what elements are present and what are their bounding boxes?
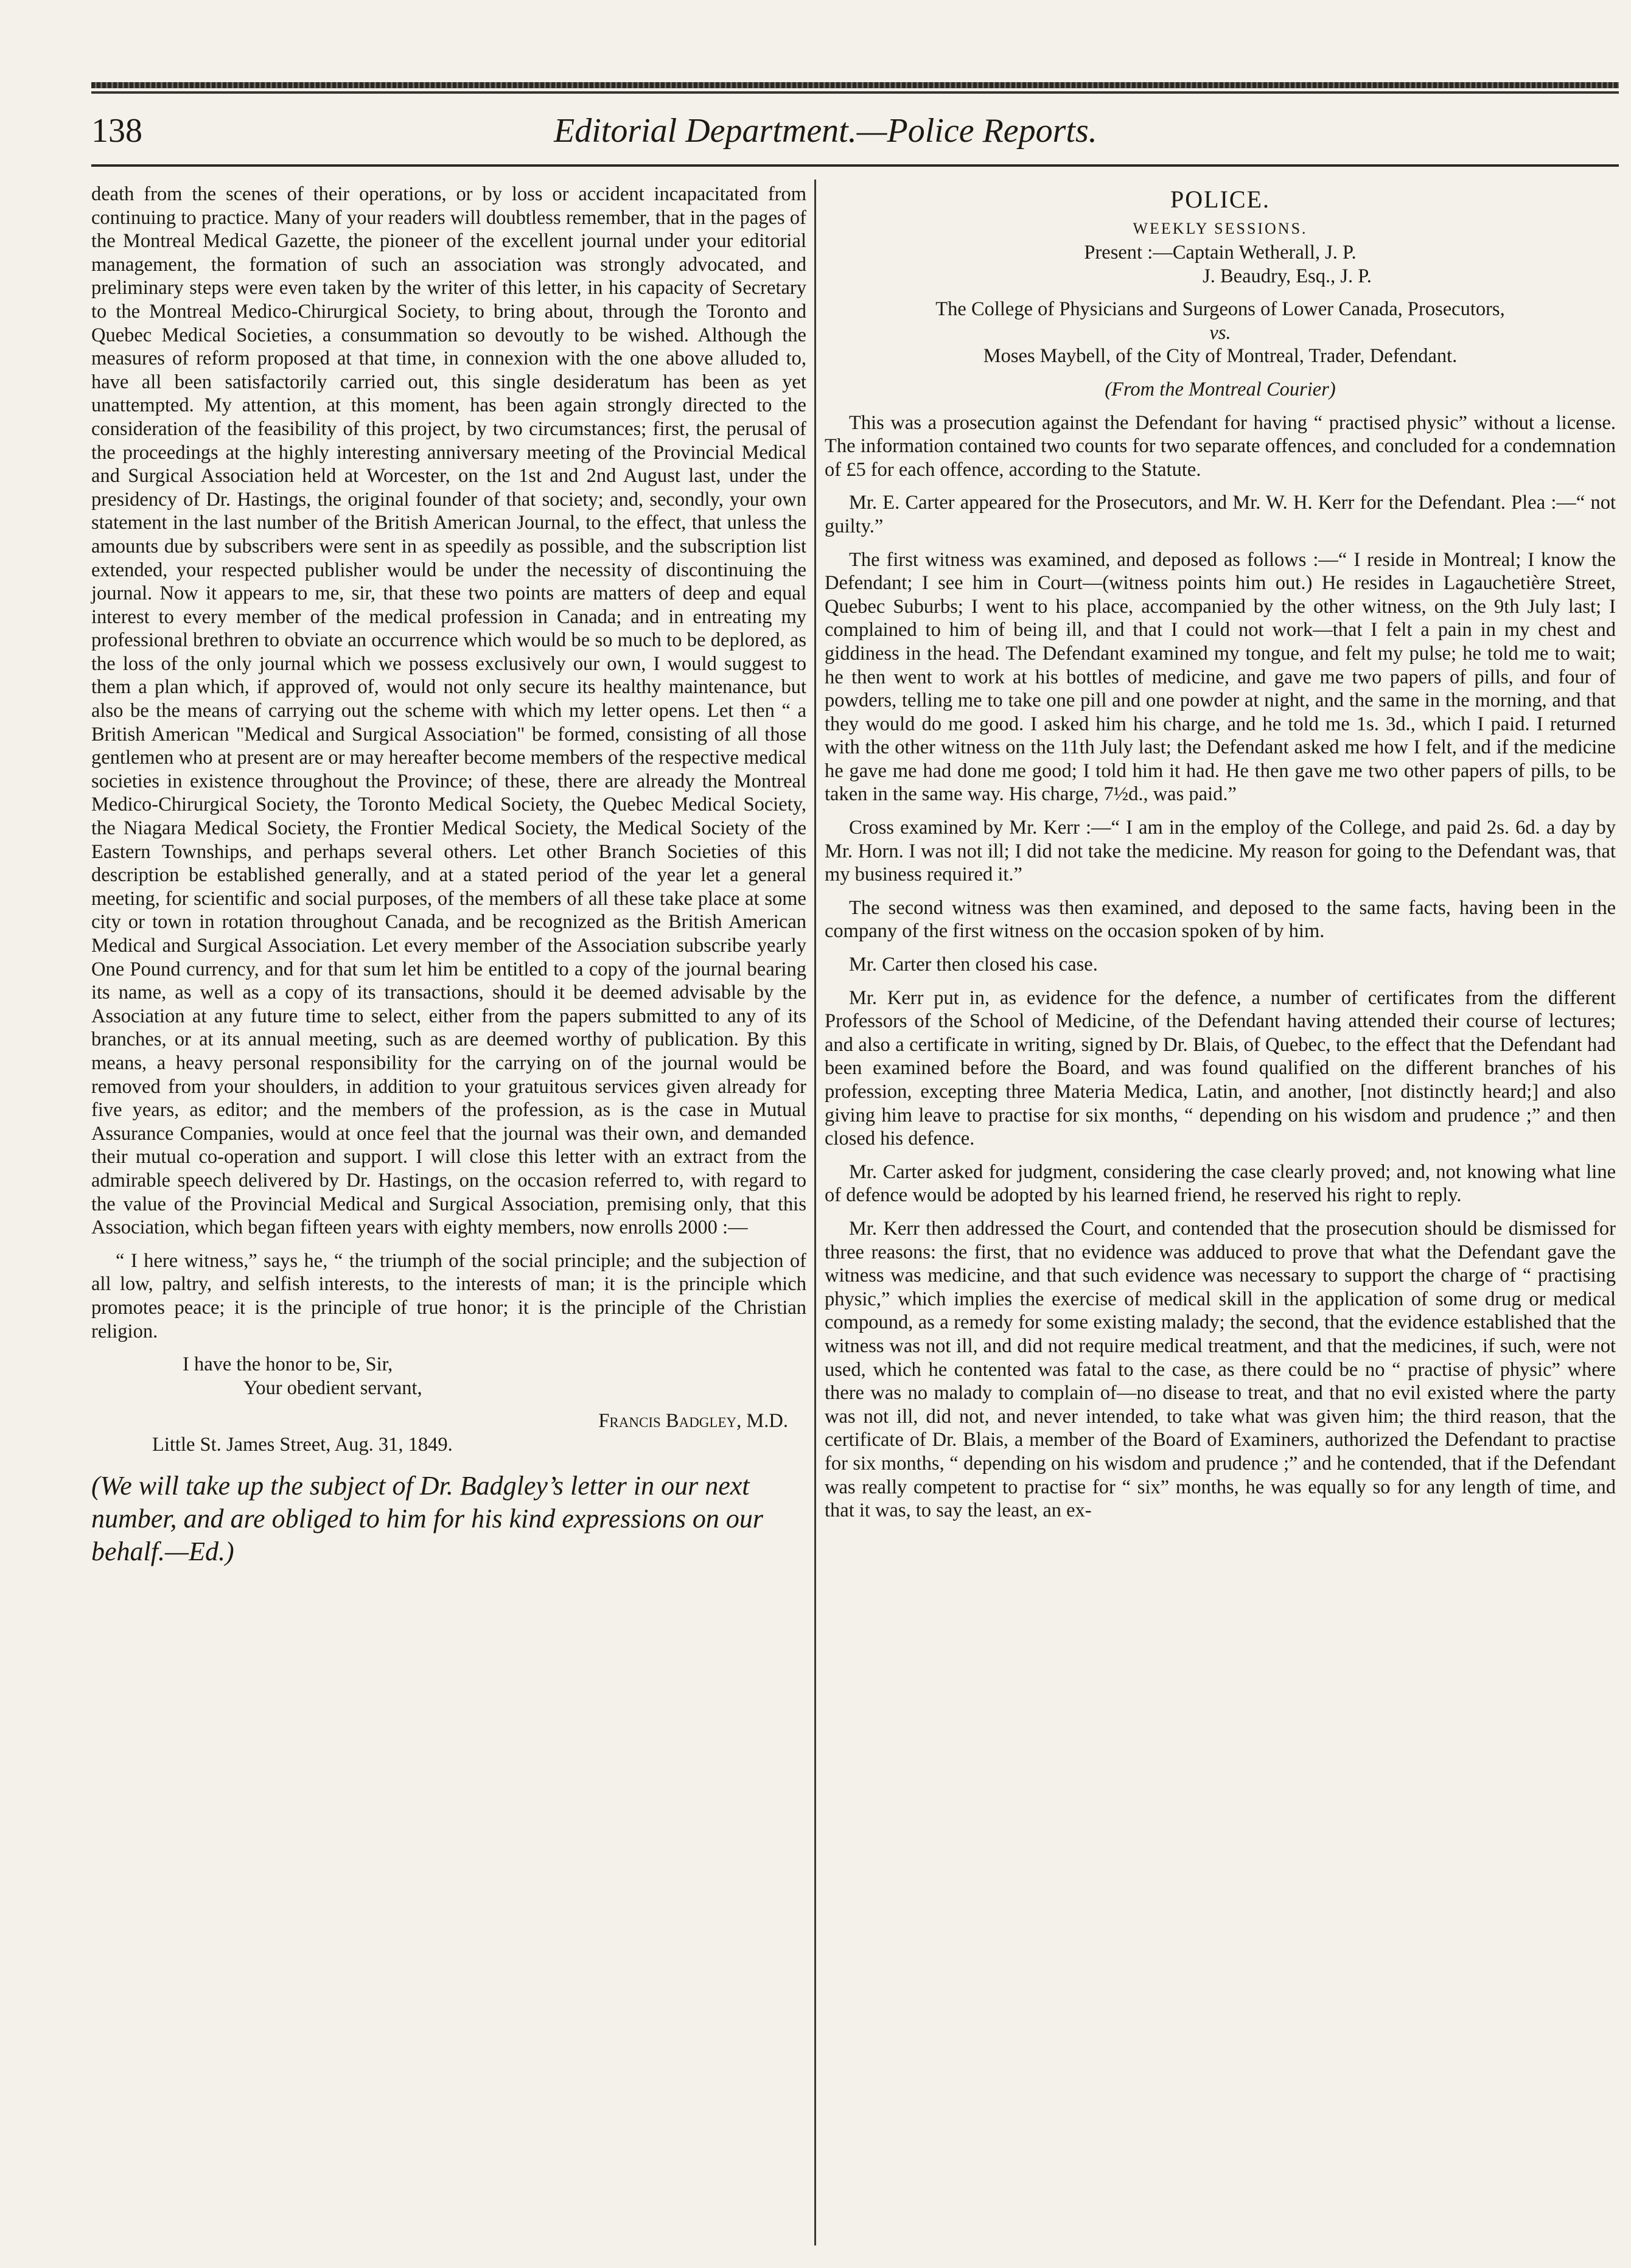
hastings-quote: “ I here witness,” says he, “ the triumph of the social principle; and the subjection of all low, paltry, and selfish interests, to the interests of man; it is the principle which promotes peace; it is the principle of true honor; it is the principle of the Christian religion. [91,1249,806,1342]
case-defendant: Moses Maybell, of the City of Montreal, Trader, Defendant. [983,345,1458,368]
case-vs: vs. [1209,321,1231,344]
right-column [825,183,1616,1523]
present-line-2: J. Beaudry, Esq., J. P. [1203,265,1372,287]
left-column [91,183,806,1568]
letter-body: death from the scenes of their operations, or by loss or accident incapacitated from continuing to practice. Many of your readers will doubtless remember, that in the pages of the Montreal Medical Gazette, the pioneer of the excellent journal under your editorial management, the formation of such an association was strongly advocated, and preliminary steps were even taken by the writer of this letter, in his capacity of Secretary to the Montreal Medico-Chirurgical Society, to bring about, through the Toronto and Quebec Medical Societies, a consummation so devoutly to be wished. Although the measures of reform proposed at that time, in connexion with the one above alluded to, have all been satisfactorily carried out, this single desideratum has been as yet unattempted. My attention, at this moment, has been again strongly directed to the consideration of the feasibility of this project, by two circumstances; first, the perusal of the proceedings at the highly interesting anniversary meeting of the Provincial Medical and Surgical Association held at Worcester, on the 1st and 2nd August last, under the presidency of Dr. Hastings, the original founder of that society; and, secondly, your own statement in the last number of the British American Journal, to the effect, that unless the amounts due by subscribers were sent in as speedily as possible, and the subscription list extended, your respected publisher would be under the necessity of discontinuing the journal. Now it appears to me, sir, that these two points are matters of deep and equal interest to every member of the medical profession in Canada; and in entreating my professional brethren to obviate an occurrence which would be so much to be deplored, as the loss of the only journal which we possess exclusively our own, I would suggest to them a plan which, if approved of, would not only secure its healthy maintenance, but also be the means of carrying out the scheme with which my letter opens. Let then “ a British American "Medical and Surgical Association" be formed, consisting of all those gentlemen who at present are or may hereafter become members of the respective medical societies in existence throughout the Province; of these, there are already the Montreal Medico-Chirurgical Society, the Toronto Medical Society, the Quebec Medical Society, the Niagara Medical Society, the Frontier Medical Society, the Medical Society of the Eastern Townships, and perhaps several others. Let other Branch Societies of this description be established generally, and at a stated period of the year let a general meeting, for scientific and social purposes, of the members of all these take place at some city or town in rotation throughout Canada, and be recognized as the British American Medical and Surgical Association. Let every member of the Association subscribe yearly One Pound currency, and for that sum let him be entitled to a copy of the journal bearing its name, as well as a copy of its transactions, should it be deemed advisable by the Association at any future time to select, either from the papers submitted to any of its branches, or at its annual meeting, such as are deemed worthy of publication. By this means, a heavy personal responsibility for the carrying on of the journal would be removed from your shoulders, in addition to your gratuitous services given already for five years, as editor; and the members of the profession, as is the case in Mutual Assurance Companies, would at once feel that the journal was their own, and demanded their mutual co-operation and support. I will close this letter with an extract from the admirable speech delivered by Dr. Hastings, on the occasion referred to, with regard to the value of the Provincial Medical and Surgical Association, premising only, that this Association, which began fifteen years with eighty members, now enrolls 2000 :— [91,183,806,1239]
report-paragraph: Cross examined by Mr. Kerr :—“ I am in the employ of the College, and paid 2s. 6d. a day by Mr. Horn. I was not ill; I did not take the medicine. My reason for going to the Defendant was, that my business required it.” [825,817,1616,886]
report-paragraph: Mr. Kerr put in, as evidence for the defence, a number of certificates from the different Professors of the School of Medicine, of the Defendant having attended their course of lectures; and also a certificate in writing, signed by Dr. Blais, of Quebec, to the effect that the Defendant had been examined before the Board, and was found qualified on the different branches of his profession, excepting three Materia Medica, Latin, and another, [not distinctly heard;] and also giving him leave to practise for six months, “ depending on his wisdom and prudence ;” and then closed his defence. [825,986,1616,1150]
top-rule [91,91,1619,94]
letter-closing-2: Your obedient servant, [243,1377,422,1399]
top-ornamental-rule [91,82,1619,88]
letter-address-date: Little St. James Street, Aug. 31, 1849. [152,1433,453,1456]
report-paragraph: Mr. E. Carter appeared for the Prosecutors, and Mr. W. H. Kerr for the Defendant. Plea :—“ not guilty.” [825,492,1616,537]
present-line-1: Present :—Captain Wetherall, J. P. [1084,242,1357,263]
letter-closing-1: I have the honor to be, Sir, [183,1353,393,1376]
case-prosecutors: The College of Physicians and Surgeons of Lower Canada, Prosecutors, [935,298,1505,321]
section-subheading: WEEKLY SESSIONS. [1133,220,1308,237]
section-heading: POLICE. [1170,186,1270,213]
report-paragraph: The first witness was examined, and deposed as follows :—“ I reside in Montreal; I know the Defendant; I see him in Court—(witness points him out.) He resides in Lagauchetière Street, Quebec Suburbs; I went to his place, accompanied by the other witness, on the 9th July last; I complained to him of being ill, and that I could not work—that I felt a pain in my chest and giddiness in the head. The Defendant examined my tongue, and felt my pulse; he told me to wait; he then went to work at his bottles of medicine, and gave me two papers of pills, and four of powders, telling me to take one pill and one powder at night, and the same in the morning, and that they would do me good. I asked him his charge, and he told me 1s. 3d., which I paid. I returned with the other witness on the 11th July last; the Defendant asked me how I felt, and if the medicine he gave me had done me good; I told him it had. He then gave me two other papers of pills, to be taken in the same way. His charge, 7½d., was paid.” [825,548,1616,806]
header-rule [91,164,1619,167]
report-paragraph: Mr. Kerr then addressed the Court, and contended that the prosecution should be dismissed for three reasons: the first, that no evidence was adduced to prove that what the Defendant gave the witness was medicine, and that such evidence was necessary to support the charge of “ practising physic,” which implies the exercise of medical skill in the application of some drug or medical compound, as a remedy for some existing malady; the second, that the evidence established that the witness was not ill, and did not require medical treatment, and that the medicines, if such, were not used, which he contented was fatal to the case, as there could be no “ practise of physic” where there was no malady to complain of—no disease to treat, and that no evil existed where the party was not ill, did not, and never intended, to take what was given him; the third reason, that the certificate of Dr. Blais, a member of the Board of Examiners, authorized the Defendant to practise for six months, “ depending on his wisdom and prudence ;” and he contended, that if the Defendant was really competent to practise for “ six” months, he was equally so for any length of time, and that it was, to say the least, an ex- [825,1217,1616,1522]
running-head: Editorial Department.—Police Reports. [554,112,1097,150]
page-number: 138 [91,112,142,150]
report-paragraph: The second witness was then examined, and deposed to the same facts, having been in the company of the first witness on the occasion spoken of by him. [825,896,1616,943]
report-paragraph: Mr. Carter then closed his case. [849,954,1098,976]
editor-note: (We will take up the subject of Dr. Badgley’s letter in our next number, and are obliged to him for his kind expressions on our behalf.—Ed.) [91,1471,764,1567]
column-divider [814,180,816,2245]
page-header [91,106,1619,161]
report-source: (From the Montreal Courier) [1105,378,1336,400]
report-paragraph: Mr. Carter asked for judgment, considering the case clearly proved; and, not knowing what line of defence would be adopted by his learned friend, he reserved his right to reply. [825,1160,1616,1207]
letter-signature: Francis Badgley, M.D. [598,1410,788,1432]
report-paragraph: This was a prosecution against the Defendant for having “ practised physic” without a license. The information contained two counts for two separate offences, and concluded for a condemnation of £5 for each offence, according to the Statute. [825,411,1616,481]
